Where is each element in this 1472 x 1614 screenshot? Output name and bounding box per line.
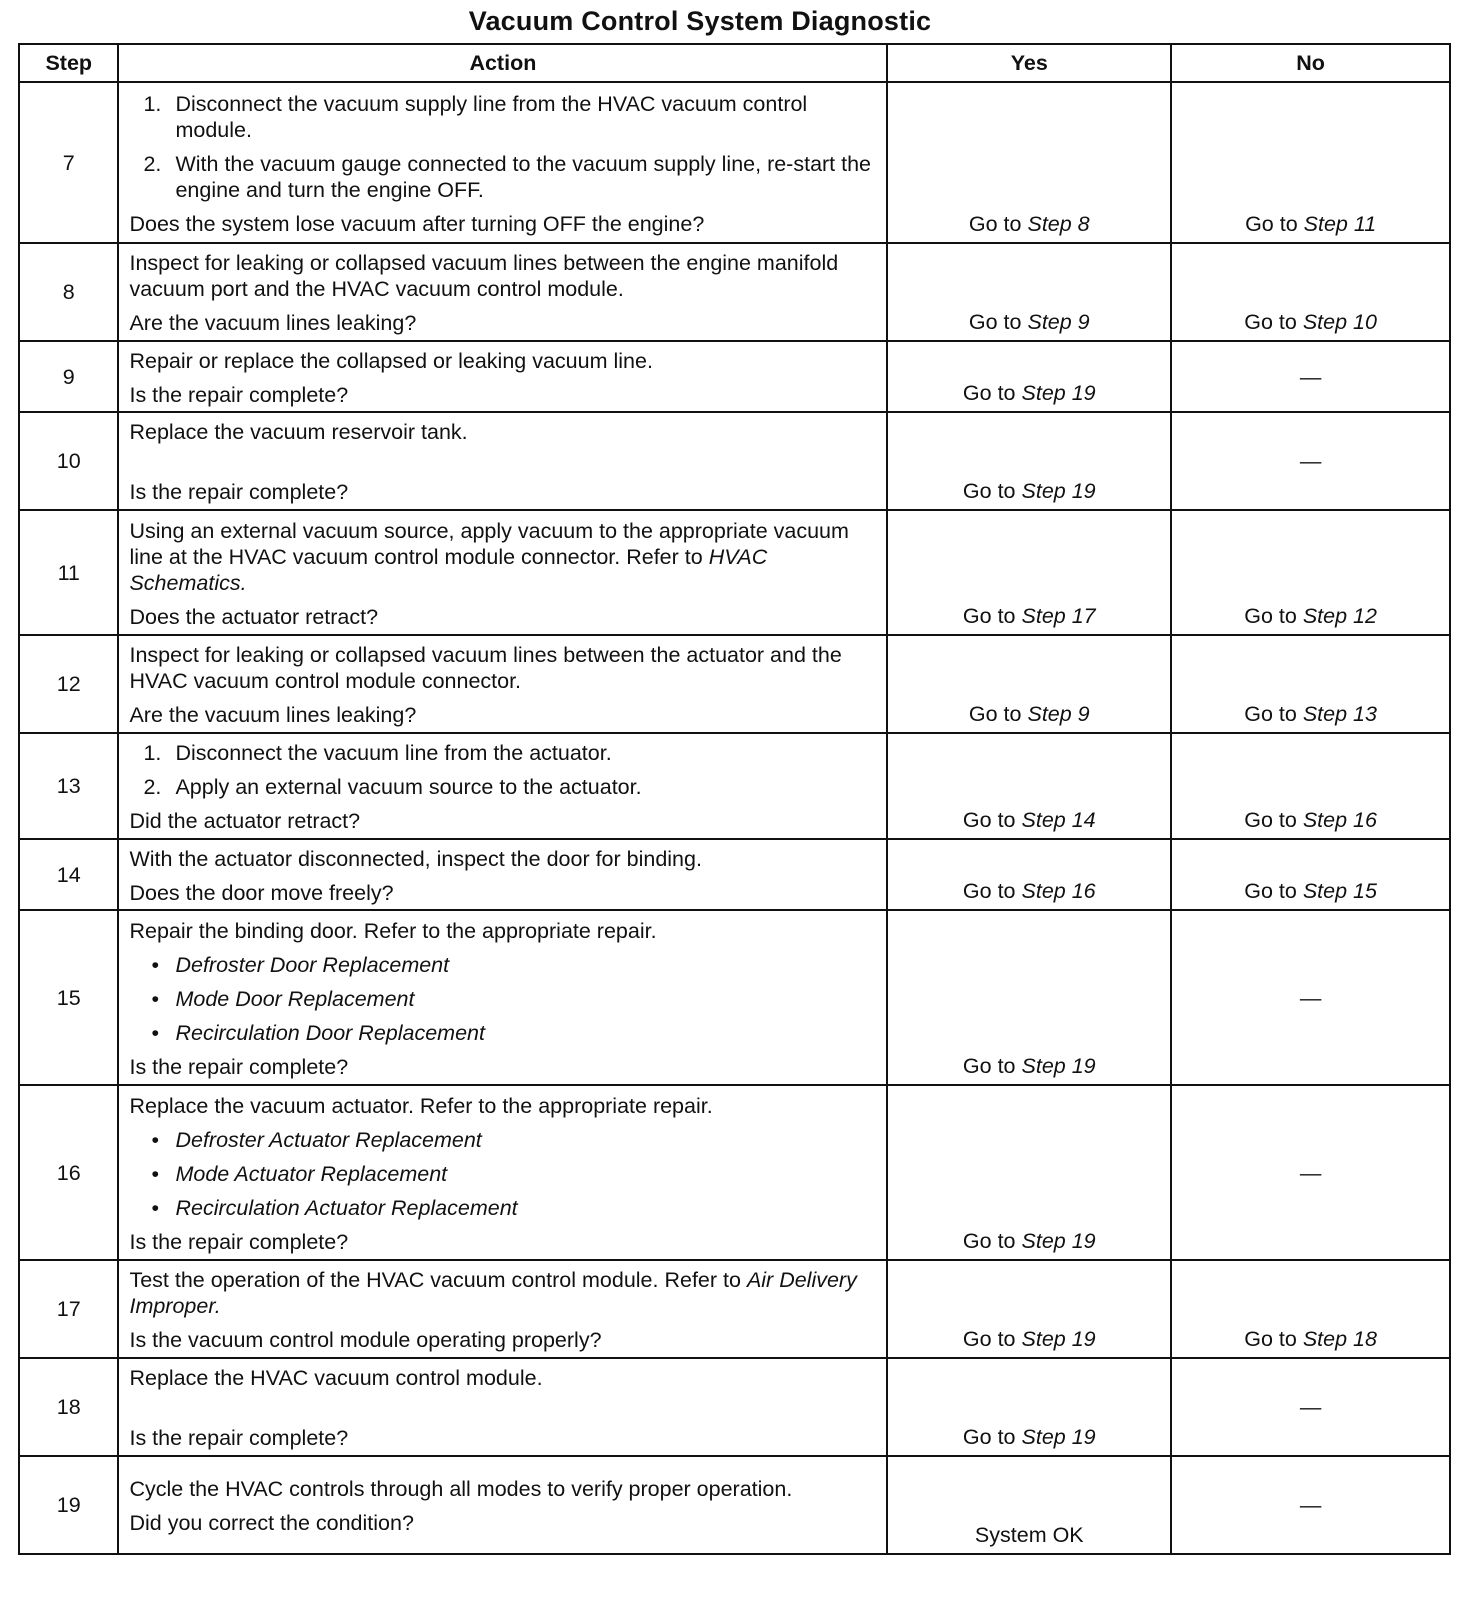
action-text: Replace the vacuum actuator. Refer to the appropriate repair. — [129, 1093, 713, 1118]
action-cell — [118, 1358, 887, 1456]
yes-cell: Go to Step 19 — [887, 341, 1171, 412]
step-number: 16 — [19, 1085, 118, 1260]
action-cell — [118, 1260, 887, 1358]
no-cell: — — [1171, 341, 1450, 412]
action-text: Inspect for leaking or collapsed vacuum lines between the engine manifold vacuum port and the HVAC vacuum control module. — [129, 251, 839, 301]
yes-cell: System OK — [887, 1456, 1171, 1554]
action-question: Did you correct the condition? — [129, 1511, 414, 1535]
step-link: Step 19 — [1021, 1054, 1096, 1078]
step-number: 15 — [19, 910, 118, 1085]
yes-cell: Go to Step 9 — [887, 243, 1171, 341]
list-item: 1. Disconnect the vacuum supply line from the HVAC vacuum control module. — [143, 91, 808, 142]
step-number: 7 — [19, 82, 118, 243]
list-item: • Defroster Actuator Replacement — [151, 1127, 482, 1152]
reference-link: HVAC Schematics. — [129, 544, 768, 595]
step-link: Step 9 — [1027, 310, 1090, 334]
action-text: Repair the binding door. Refer to the appropriate repair. — [129, 918, 657, 943]
step-link: Step 10 — [1302, 310, 1377, 334]
action-question: Is the repair complete? — [129, 1426, 349, 1450]
list-item: 2. Apply an external vacuum source to the actuator. — [143, 775, 642, 799]
action-cell — [118, 82, 887, 243]
action-text: Using an external vacuum source, apply vacuum to the appropriate vacuum line at the HVAC vacuum control module connector. Refer to HVAC Schematics. — [129, 518, 849, 595]
step-link: Step 19 — [1021, 381, 1096, 405]
step-link: Step 19 — [1021, 1229, 1096, 1253]
table-row — [19, 1358, 1450, 1456]
no-cell: — — [1171, 1085, 1450, 1260]
header-action: Action — [118, 44, 887, 82]
yes-cell: Go to Step 16 — [887, 839, 1171, 910]
reference-link: Air Delivery Improper. — [129, 1268, 857, 1318]
step-link: Step 17 — [1021, 604, 1096, 628]
page-title: Vacuum Control System Diagnostic — [468, 6, 932, 36]
header-row — [19, 44, 1450, 82]
yes-cell: Go to Step 19 — [887, 412, 1171, 510]
table-row — [19, 1456, 1450, 1554]
no-cell: — — [1171, 412, 1450, 510]
table-row — [19, 839, 1450, 910]
header-yes: Yes — [887, 44, 1171, 82]
yes-cell: Go to Step 17 — [887, 510, 1171, 635]
action-text: Replace the vacuum reservoir tank. — [129, 420, 468, 444]
yes-cell: Go to Step 19 — [887, 1085, 1171, 1260]
yes-cell: Go to Step 14 — [887, 733, 1171, 839]
step-number: 9 — [19, 341, 118, 412]
action-question: Does the actuator retract? — [129, 604, 379, 629]
table-row — [19, 412, 1450, 510]
action-cell — [118, 1456, 887, 1554]
table-row — [19, 733, 1450, 839]
numbered-list — [129, 91, 876, 203]
list-item: • Recirculation Actuator Replacement — [151, 1195, 518, 1220]
step-link: Step 15 — [1302, 879, 1377, 903]
no-cell: Go to Step 18 — [1171, 1260, 1450, 1358]
step-link: Step 14 — [1021, 808, 1096, 832]
diagnostic-table — [18, 43, 1451, 1555]
table-row — [19, 243, 1450, 341]
no-cell: — — [1171, 1358, 1450, 1456]
table-row — [19, 82, 1450, 243]
step-number: 14 — [19, 839, 118, 910]
action-text: Test the operation of the HVAC vacuum control module. Refer to Air Delivery Improper. — [129, 1268, 857, 1318]
table-row — [19, 1260, 1450, 1358]
yes-cell: Go to Step 9 — [887, 635, 1171, 733]
bullet-list — [129, 1127, 876, 1221]
table-row — [19, 910, 1450, 1085]
step-number: 8 — [19, 243, 118, 341]
yes-cell: Go to Step 19 — [887, 1260, 1171, 1358]
table-row — [19, 341, 1450, 412]
step-link: Step 9 — [1027, 702, 1090, 726]
table-row — [19, 635, 1450, 733]
no-cell: — — [1171, 910, 1450, 1085]
step-number: 19 — [19, 1456, 118, 1554]
no-cell: Go to Step 13 — [1171, 635, 1450, 733]
action-question: Is the vacuum control module operating properly? — [129, 1328, 602, 1352]
step-link: Step 16 — [1021, 879, 1096, 903]
no-cell: Go to Step 11 — [1171, 82, 1450, 243]
table-row — [19, 1085, 1450, 1260]
action-question: Is the repair complete? — [129, 382, 349, 407]
action-text: Repair or replace the collapsed or leaking vacuum line. — [129, 348, 653, 373]
action-question: Did the actuator retract? — [129, 809, 361, 833]
no-cell: Go to Step 15 — [1171, 839, 1450, 910]
no-cell: Go to Step 12 — [1171, 510, 1450, 635]
list-item: 2. With the vacuum gauge connected to the vacuum supply line, re-start the engine and turn the engine OFF. — [143, 151, 872, 202]
step-link: Step 19 — [1021, 1327, 1096, 1351]
step-link: Step 12 — [1302, 604, 1377, 628]
action-cell — [118, 910, 887, 1085]
action-question: Are the vacuum lines leaking? — [129, 703, 417, 727]
list-item: • Mode Door Replacement — [151, 986, 415, 1011]
step-link: Step 19 — [1021, 479, 1096, 503]
action-cell — [118, 839, 887, 910]
bullet-list — [129, 952, 876, 1046]
action-question: Does the door move freely? — [129, 880, 394, 905]
list-item: 1. Disconnect the vacuum line from the actuator. — [143, 741, 612, 765]
action-question: Are the vacuum lines leaking? — [129, 311, 417, 335]
list-item: • Mode Actuator Replacement — [151, 1161, 448, 1186]
action-text: Replace the HVAC vacuum control module. — [129, 1366, 543, 1390]
yes-cell: Go to Step 8 — [887, 82, 1171, 243]
header-step: Step — [19, 44, 118, 82]
step-number: 13 — [19, 733, 118, 839]
action-cell — [118, 1085, 887, 1260]
action-cell — [118, 243, 887, 341]
step-number: 18 — [19, 1358, 118, 1456]
step-number: 12 — [19, 635, 118, 733]
step-link: Step 19 — [1021, 1425, 1096, 1449]
step-link: Step 16 — [1302, 808, 1377, 832]
no-cell: — — [1171, 1456, 1450, 1554]
action-question: Is the repair complete? — [129, 480, 349, 504]
step-link: Step 11 — [1303, 212, 1377, 236]
list-item: • Recirculation Door Replacement — [151, 1020, 485, 1045]
no-cell: Go to Step 16 — [1171, 733, 1450, 839]
no-cell: Go to Step 10 — [1171, 243, 1450, 341]
yes-cell: Go to Step 19 — [887, 910, 1171, 1085]
action-text: Cycle the HVAC controls through all modes to verify proper operation. — [129, 1477, 793, 1501]
action-question: Does the system lose vacuum after turning OFF the engine? — [129, 211, 705, 236]
yes-cell: Go to Step 19 — [887, 1358, 1171, 1456]
step-link: Step 8 — [1027, 212, 1090, 236]
list-item: • Defroster Door Replacement — [151, 952, 450, 977]
action-cell — [118, 510, 887, 635]
step-number: 11 — [19, 510, 118, 635]
numbered-list — [129, 740, 876, 800]
step-link: Step 13 — [1302, 702, 1377, 726]
step-link: Step 18 — [1302, 1327, 1377, 1351]
action-text: With the actuator disconnected, inspect the door for binding. — [129, 846, 702, 871]
table-row — [19, 510, 1450, 635]
action-cell — [118, 341, 887, 412]
action-question: Is the repair complete? — [129, 1229, 349, 1254]
action-cell — [118, 635, 887, 733]
action-text: Inspect for leaking or collapsed vacuum lines between the actuator and the HVAC vacuum control module connector. — [129, 643, 842, 693]
step-number: 10 — [19, 412, 118, 510]
step-number: 17 — [19, 1260, 118, 1358]
action-cell — [118, 733, 887, 839]
header-no: No — [1171, 44, 1450, 82]
action-question: Is the repair complete? — [129, 1054, 349, 1079]
action-cell — [118, 412, 887, 510]
